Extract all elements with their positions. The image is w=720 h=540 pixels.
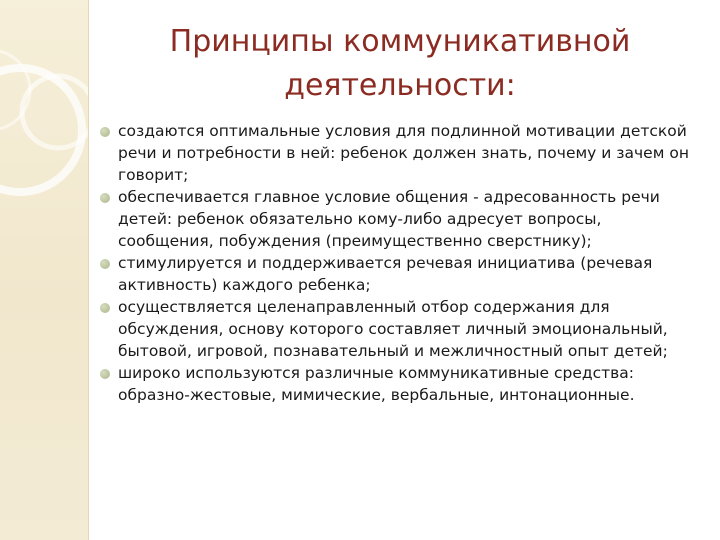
list-item	[100, 362, 700, 406]
circle-bullet-icon	[100, 303, 110, 313]
circle-bullet-icon	[100, 259, 110, 269]
principles-list	[100, 120, 700, 406]
decorative-side-strip	[0, 0, 89, 540]
list-item-text: обеспечивается главное условие общения - адресованность речи детей: ребенок обязательно кому-либо адресует вопросы, сообщения, побуждения (преимущественно сверстнику);	[118, 188, 660, 250]
list-item	[100, 186, 700, 252]
list-item	[100, 296, 700, 362]
decorative-circles-icon	[0, 0, 88, 540]
page-title: Принципы коммуникативной деятельности:	[169, 24, 631, 103]
list-item-text: создаются оптимальные условия для подлинной мотивации детской речи и потребности в ней: ребенок должен знать, почему и зачем он говорит;	[118, 122, 689, 184]
list-item-text: стимулируется и поддерживается речевая инициатива (речевая активность) каждого ребенка;	[118, 254, 653, 294]
circle-bullet-icon	[100, 127, 110, 137]
list-item-text: широко используются различные коммуникативные средства: образно-жестовые, мимические, вербальные, интонационные.	[118, 364, 635, 404]
circle-bullet-icon	[100, 369, 110, 379]
list-item	[100, 120, 700, 186]
circle-bullet-icon	[100, 193, 110, 203]
list-item-text: осуществляется целенаправленный отбор содержания для обсуждения, основу которого составляет личный эмоциональный, бытовой, игровой, познавательный и межличностный опыт детей;	[118, 298, 668, 360]
list-item	[100, 252, 700, 296]
